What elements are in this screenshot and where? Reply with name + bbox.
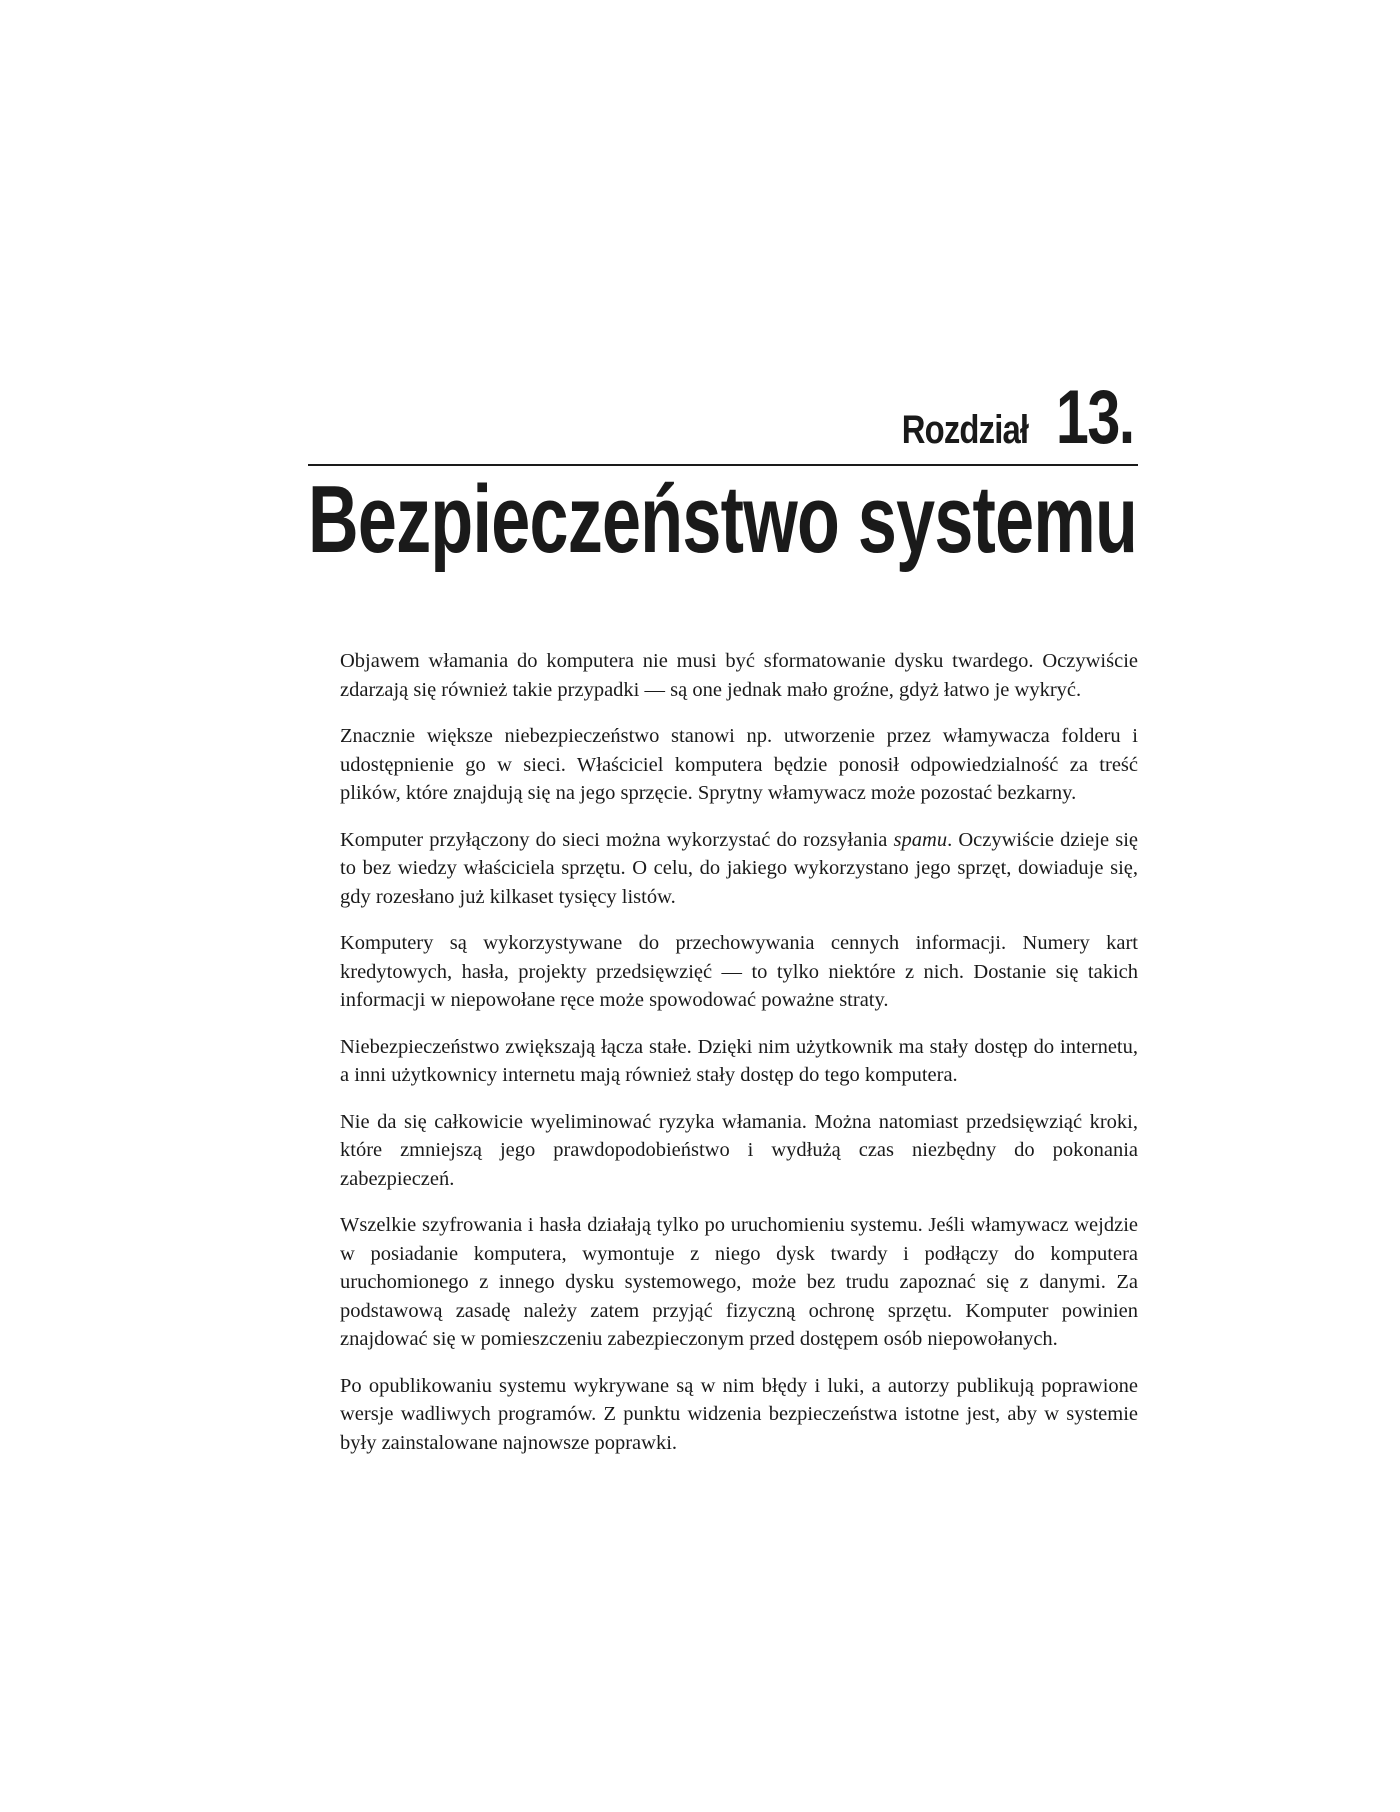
- chapter-title: Bezpieczeństwo systemu: [308, 466, 1138, 573]
- chapter-number: 13.: [1056, 375, 1134, 460]
- paragraph-text: . Oczywiście dzieje się to bez wiedzy właściciela sprzętu. O celu, do jakiego wykorzystano jego sprzęt, dowiaduje się, gdy rozesłano już kilkaset tysięcy listów.: [340, 828, 1138, 908]
- chapter-header: [308, 375, 1138, 573]
- chapter-label-row: [308, 375, 1138, 462]
- paragraph: Komputery są wykorzystywane do przechowywania cennych informacji. Numery kart kredytowych, hasła, projekty przedsięwzięć — to tylko niektóre z nich. Dostanie się takich informacji w niepowołane ręce może spowodować poważne straty.: [340, 932, 1138, 1011]
- paragraph: [340, 826, 1138, 912]
- emphasized-term: spamu: [893, 828, 948, 851]
- paragraph: Po opublikowaniu systemu wykrywane są w nim błędy i luki, a autorzy publikują poprawione wersje wadliwych programów. Z punktu widzenia bezpieczeństwa istotne jest, aby w systemie były zainstalowane najnowsze poprawki.: [340, 1374, 1138, 1454]
- body-text: [340, 647, 1138, 1475]
- paragraph-text: Komputer przyłączony do sieci można wykorzystać do rozsyłania: [340, 828, 894, 851]
- paragraph: Wszelkie szyfrowania i hasła działają tylko po uruchomieniu systemu. Jeśli włamywacz wejdzie w posiadanie komputera, wymontuje z niego dysk twardy i podłączy do komputera uruchomionego z innego dysku systemowego, może bez trudu zapoznać się z danymi. Za podstawową zasadę należy zatem przyjąć fizyczną ochronę sprzętu. Komputer powinien znajdować się w pomieszczeniu zabezpieczonym przed dostępem osób niepowołanych.: [340, 1214, 1138, 1350]
- paragraph: Objawem włamania do komputera nie musi być sformatowanie dysku twardego. Oczywiście zdarzają się również takie przypadki — są one jednak mało groźne, gdyż łatwo je wykryć.: [340, 650, 1138, 701]
- paragraph: Nie da się całkowicie wyeliminować ryzyka włamania. Można natomiast przedsięwziąć kroki, które zmniejszą jego prawdopodobieństwo i wydłużą czas niezbędny do pokonania zabezpieczeń.: [340, 1110, 1138, 1190]
- paragraph: Znacznie większe niebezpieczeństwo stanowi np. utworzenie przez włamywacza folderu i udostępnienie go w sieci. Właściciel komputera będzie ponosił odpowiedzialność za treść plików, które znajdują się na jego sprzęcie. Sprytny włamywacz może pozostać bezkarny.: [340, 725, 1138, 804]
- paragraph: Niebezpieczeństwo zwiększają łącza stałe. Dzięki nim użytkownik ma stały dostęp do internetu, a inni użytkownicy internetu mają również stały dostęp do tego komputera.: [340, 1035, 1138, 1086]
- chapter-label: Rozdział: [901, 408, 1029, 452]
